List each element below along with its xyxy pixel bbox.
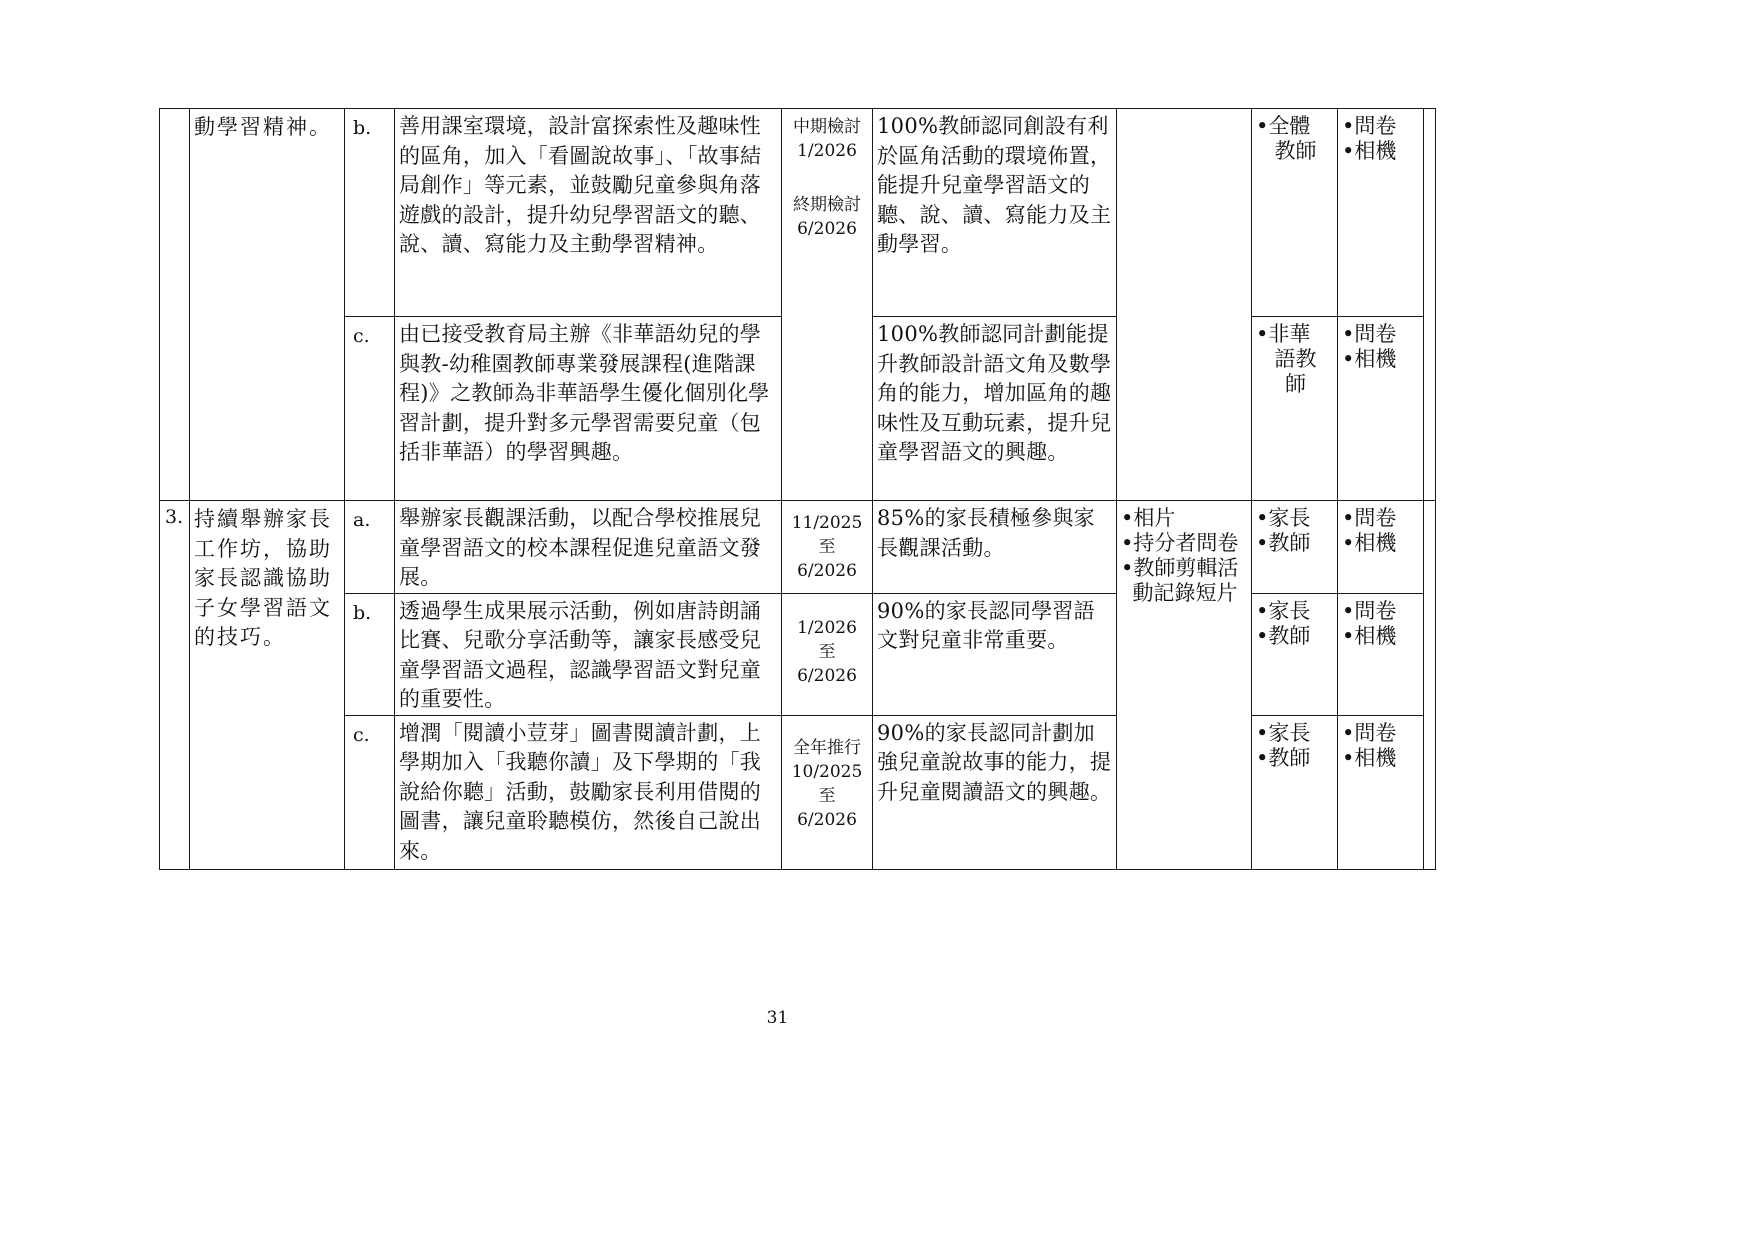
time-label-final: 終期檢討 xyxy=(793,195,861,215)
criteria-cell xyxy=(873,109,1117,317)
responsible-cell xyxy=(1252,317,1338,501)
goal-number: 3. xyxy=(165,506,184,528)
criteria-text: 90%的家長認同學習語文對兒童非常重要。 xyxy=(877,598,1095,652)
criteria-cell xyxy=(873,501,1117,594)
criteria-text: 90%的家長認同計劃加強兒童說故事的能力，提升兒童閱讀語文的興趣。 xyxy=(877,720,1112,804)
time-cell xyxy=(782,501,873,594)
strategy-letter: b. xyxy=(353,117,372,139)
responsible-cell xyxy=(1252,593,1338,715)
tool-item: •相機 xyxy=(1342,745,1397,770)
criteria-text: 100%教師認同計劃能提升教師設計語文角及數學角的能力，增加區角的趣味性及互動玩素，提升兒童學習語文的興趣。 xyxy=(877,322,1112,464)
goal-text: 動學習精神。 xyxy=(194,115,332,139)
strategy-text: 舉辦家長觀課活動，以配合學校推展兒童學習語文的校本課程促進兒童語文發展。 xyxy=(399,506,762,589)
method-item: •教師剪輯活 xyxy=(1121,556,1239,580)
strategy-letter-cell xyxy=(345,715,395,869)
number-cell xyxy=(160,501,190,870)
strategy-letter-cell xyxy=(345,593,395,715)
responsible-item: •家長 xyxy=(1256,506,1311,530)
strategy-letter-cell xyxy=(345,317,395,501)
table-row xyxy=(160,501,1436,594)
time-cell xyxy=(782,715,873,869)
strategy-letter: a. xyxy=(353,509,371,531)
time-label-mid: 中期檢討 xyxy=(793,117,861,137)
strategy-cell xyxy=(395,593,782,715)
tool-item: •問卷 xyxy=(1342,506,1397,530)
page-number: 31 xyxy=(766,1008,789,1028)
time-line: 6/2026 xyxy=(797,561,857,581)
criteria-cell xyxy=(873,715,1117,869)
tool-item: •問卷 xyxy=(1342,598,1397,623)
tool-item: •相機 xyxy=(1342,347,1397,371)
time-line: 11/2025 xyxy=(791,513,863,533)
time-line: 6/2026 xyxy=(797,665,857,686)
responsible-item: 師 xyxy=(1285,372,1306,396)
tool-item: •相機 xyxy=(1342,531,1397,555)
number-cell xyxy=(160,109,190,501)
time-line: 至 xyxy=(818,641,836,662)
criteria-text: 85%的家長積極參與家長觀課活動。 xyxy=(877,506,1095,560)
tool-item: •相機 xyxy=(1342,623,1397,648)
tools-cell xyxy=(1338,109,1424,317)
time-line: 至 xyxy=(818,785,836,806)
time-line: 至 xyxy=(818,537,836,557)
time-line: 全年推行 xyxy=(793,737,861,758)
strategy-text: 善用課室環境，設計富探索性及趣味性的區角，加入「看圖說故事」、「故事結局創作」等元素，並鼓勵兒童參與角落遊戲的設計，提升幼兒學習語文的聽、說、讀、寫能力及主動學習精神。 xyxy=(399,114,762,256)
goal-cell xyxy=(190,109,345,501)
strategy-cell xyxy=(395,109,782,317)
responsible-item: •家長 xyxy=(1256,720,1311,745)
tools-cell xyxy=(1338,715,1424,869)
remark-cell xyxy=(1424,109,1436,501)
criteria-cell xyxy=(873,593,1117,715)
strategy-text: 增潤「閱讀小荳芽」圖書閱讀計劃，上學期加入「我聽你讀」及下學期的「我說給你聽」活動，鼓勵家長利用借閱的圖書，讓兒童聆聽模仿，然後自己說出來。 xyxy=(399,720,762,863)
strategy-text: 由已接受教育局主辦《非華語幼兒的學與教-幼稚園教師專業發展課程(進階課程)》之教師為非華語學生優化個別化學習計劃，提升對多元學習需要兒童（包括非華語）的學習興趣。 xyxy=(399,322,770,464)
tool-item: •問卷 xyxy=(1342,322,1397,346)
tool-item: •問卷 xyxy=(1342,720,1397,745)
time-date-mid: 1/2026 xyxy=(797,141,857,161)
time-date-final: 6/2026 xyxy=(797,219,857,239)
responsible-item: •教師 xyxy=(1256,623,1311,648)
tools-cell xyxy=(1338,501,1424,594)
responsible-item: 教師 xyxy=(1274,139,1317,163)
tools-cell xyxy=(1338,593,1424,715)
plan-table xyxy=(159,108,1436,870)
method-item: •相片 xyxy=(1121,506,1176,530)
tool-item: •相機 xyxy=(1342,139,1397,163)
strategy-letter: c. xyxy=(353,723,370,746)
time-cell xyxy=(782,593,873,715)
strategy-letter-cell xyxy=(345,501,395,594)
tools-cell xyxy=(1338,317,1424,501)
time-cell xyxy=(782,109,873,501)
responsible-cell xyxy=(1252,109,1338,317)
responsible-item: •家長 xyxy=(1256,598,1311,623)
strategy-cell xyxy=(395,715,782,869)
criteria-text: 100%教師認同創設有利於區角活動的環境佈置，能提升兒童學習語文的聽、說、讀、寫能力及主動學習。 xyxy=(877,114,1112,256)
responsible-item: •教師 xyxy=(1256,531,1311,555)
responsible-item: •非華 xyxy=(1256,322,1311,346)
strategy-text: 透過學生成果展示活動，例如唐詩朗誦比賽、兒歌分享活動等，讓家長感受兒童學習語文過程，認識學習語文對兒童的重要性。 xyxy=(399,598,762,711)
criteria-cell xyxy=(873,317,1117,501)
responsible-item: •全體 xyxy=(1256,114,1311,138)
responsible-item: 語教 xyxy=(1274,347,1317,371)
strategy-letter-cell xyxy=(345,109,395,317)
remark-cell xyxy=(1424,501,1436,870)
method-item: •持分者問卷 xyxy=(1121,531,1239,555)
strategy-cell xyxy=(395,317,782,501)
strategy-letter: b. xyxy=(353,601,372,624)
strategy-cell xyxy=(395,501,782,594)
tool-item: •問卷 xyxy=(1342,114,1397,138)
table-row xyxy=(160,109,1436,317)
method-cell xyxy=(1117,501,1252,870)
method-item: 動記錄短片 xyxy=(1132,581,1238,605)
strategy-letter: c. xyxy=(353,325,370,347)
goal-cell xyxy=(190,501,345,870)
method-cell xyxy=(1117,109,1252,501)
time-line: 1/2026 xyxy=(797,617,857,638)
responsible-item: •教師 xyxy=(1256,745,1311,770)
responsible-cell xyxy=(1252,501,1338,594)
time-line: 6/2026 xyxy=(797,809,857,830)
goal-text: 持續舉辦家長工作坊，協助家長認識協助子女學習語文的技巧。 xyxy=(194,507,332,649)
time-line: 10/2025 xyxy=(791,761,863,782)
responsible-cell xyxy=(1252,715,1338,869)
